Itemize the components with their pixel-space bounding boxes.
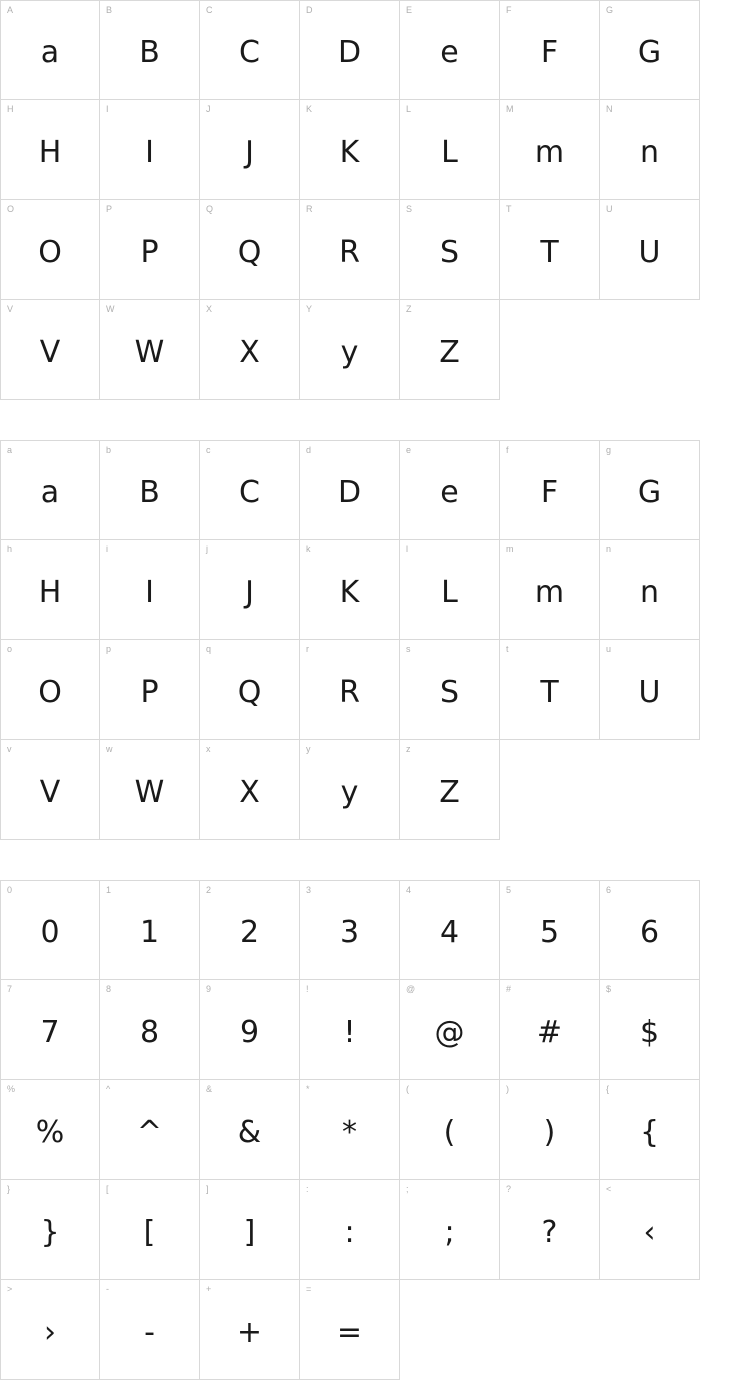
block-separator (0, 840, 740, 880)
glyph-character: ) (543, 1114, 556, 1150)
glyph-code-label: K (306, 104, 313, 114)
glyph-cell[interactable] (0, 540, 100, 640)
glyph-cell[interactable] (200, 1180, 300, 1280)
glyph-character: D (337, 475, 362, 510)
glyph-code-label: ? (506, 1184, 512, 1194)
glyph-cell[interactable] (200, 740, 300, 840)
glyph-cell[interactable] (300, 540, 400, 640)
glyph-character: y (340, 774, 359, 810)
glyph-code-label: e (406, 445, 412, 455)
glyph-code-label: Y (306, 304, 313, 314)
glyph-code-label: - (106, 1284, 109, 1294)
glyph-cell[interactable] (200, 640, 300, 740)
glyph-character: G (637, 35, 662, 70)
glyph-cell[interactable] (600, 1080, 700, 1180)
glyph-cell[interactable] (500, 100, 600, 200)
glyph-character: W (134, 334, 165, 370)
glyph-code-label: 7 (7, 984, 13, 994)
glyph-character: 2 (239, 915, 260, 950)
glyph-cell[interactable] (200, 440, 300, 540)
glyph-code-label: 9 (206, 984, 212, 994)
glyph-character: B (139, 35, 160, 70)
glyph-character: H (38, 134, 62, 170)
glyph-character: S (439, 234, 460, 270)
glyph-character: B (139, 475, 160, 510)
glyph-code-label: @ (406, 984, 416, 994)
glyph-character: n (639, 134, 659, 170)
glyph-cell[interactable] (300, 100, 400, 200)
glyph-character: 5 (539, 915, 560, 950)
glyph-cell[interactable] (600, 200, 700, 300)
glyph-character: P (140, 234, 159, 270)
glyph-cell[interactable] (500, 980, 600, 1080)
glyph-cell[interactable] (0, 1080, 100, 1180)
glyph-cell[interactable] (200, 100, 300, 200)
glyph-code-label: J (206, 104, 211, 114)
glyph-character: K (339, 574, 360, 610)
glyph-code-label: $ (606, 984, 612, 994)
glyph-character: T (540, 234, 559, 270)
glyph-character: 7 (40, 1014, 60, 1050)
glyph-code-label: I (106, 104, 109, 114)
glyph-character: H (38, 574, 62, 610)
glyph-character: ^ (136, 1114, 163, 1150)
glyph-code-label: z (406, 744, 411, 754)
glyph-character: ( (443, 1114, 456, 1150)
glyph-cell[interactable] (400, 100, 500, 200)
glyph-code-label: f (506, 445, 509, 455)
glyph-character: Q (237, 674, 262, 710)
glyph-cell[interactable] (400, 1180, 500, 1280)
glyph-cell[interactable] (500, 540, 600, 640)
glyph-character: O (38, 674, 62, 710)
glyph-code-label: = (306, 1284, 312, 1294)
glyph-character: : (344, 1214, 355, 1250)
glyph-character: ] (243, 1214, 256, 1250)
glyph-cell[interactable] (300, 300, 400, 400)
glyph-cell[interactable] (400, 0, 500, 100)
glyph-cell[interactable] (500, 200, 600, 300)
glyph-character: 4 (439, 915, 460, 950)
glyph-code-label: k (306, 544, 311, 554)
glyph-cell[interactable] (600, 1180, 700, 1280)
glyph-character: L (441, 574, 458, 610)
glyph-cell[interactable] (100, 880, 200, 980)
glyph-code-label: [ (106, 1184, 109, 1194)
glyph-cell[interactable] (200, 300, 300, 400)
glyph-character: y (340, 334, 359, 370)
glyph-code-label: } (7, 1184, 11, 1194)
glyph-cell[interactable] (300, 1280, 400, 1380)
glyph-grid-lowercase (0, 440, 700, 840)
glyph-cell[interactable] (0, 0, 100, 100)
glyph-code-label: n (606, 544, 612, 554)
glyph-code-label: u (606, 644, 612, 654)
glyph-code-label: Q (206, 204, 214, 214)
glyph-code-label: o (7, 644, 13, 654)
glyph-character: + (236, 1314, 263, 1350)
glyph-cell[interactable] (100, 1280, 200, 1380)
glyph-character: $ (639, 1014, 660, 1050)
glyph-cell[interactable] (0, 200, 100, 300)
glyph-character: e (440, 475, 459, 510)
glyph-cell[interactable] (0, 740, 100, 840)
glyph-character: 6 (639, 915, 660, 950)
glyph-grid-symbols (0, 880, 700, 1380)
glyph-code-label: 3 (306, 885, 312, 895)
glyph-cell[interactable] (100, 0, 200, 100)
glyph-cell[interactable] (200, 880, 300, 980)
glyph-code-label: 2 (206, 885, 212, 895)
glyph-code-label: 5 (506, 885, 512, 895)
glyph-cell[interactable] (300, 200, 400, 300)
glyph-cell[interactable] (100, 540, 200, 640)
glyph-code-label: 0 (7, 885, 13, 895)
glyph-cell[interactable] (100, 1080, 200, 1180)
glyph-code-label: V (7, 304, 14, 314)
glyph-character: 0 (40, 915, 60, 950)
glyph-code-label: v (7, 744, 12, 754)
glyph-character: Z (439, 774, 460, 810)
glyph-character: = (336, 1314, 363, 1350)
glyph-character: V (39, 334, 61, 370)
glyph-character: 1 (139, 915, 160, 950)
glyph-cell[interactable] (100, 200, 200, 300)
glyph-cell[interactable] (100, 100, 200, 200)
glyph-cell[interactable] (0, 640, 100, 740)
glyph-character: W (134, 774, 165, 810)
glyph-cell[interactable] (600, 980, 700, 1080)
glyph-character: Z (439, 334, 460, 370)
glyph-grid-uppercase (0, 0, 700, 400)
glyph-code-label: ) (506, 1084, 509, 1094)
glyph-cell[interactable] (200, 200, 300, 300)
glyph-character: S (439, 674, 460, 710)
glyph-character: V (39, 774, 61, 810)
glyph-cell[interactable] (200, 0, 300, 100)
glyph-character: I (145, 134, 154, 170)
glyph-cell[interactable] (200, 540, 300, 640)
glyph-cell[interactable] (600, 0, 700, 100)
glyph-code-label: 1 (106, 885, 112, 895)
glyph-code-label: Z (406, 304, 412, 314)
glyph-cell[interactable] (500, 440, 600, 540)
glyph-code-label: F (506, 5, 512, 15)
glyph-character: T (540, 674, 559, 710)
glyph-code-label: p (106, 644, 112, 654)
glyph-character: [ (143, 1214, 156, 1250)
glyph-cell[interactable] (100, 440, 200, 540)
glyph-code-label: P (106, 204, 113, 214)
glyph-cell[interactable] (300, 1080, 400, 1180)
glyph-character: - (144, 1314, 155, 1350)
glyph-character: ! (343, 1014, 356, 1050)
glyph-code-label: W (106, 304, 115, 314)
glyph-character: * (342, 1114, 357, 1150)
glyph-code-label: a (7, 445, 13, 455)
glyph-character: O (38, 234, 62, 270)
glyph-code-label: H (7, 104, 14, 114)
glyph-cell[interactable] (0, 880, 100, 980)
glyph-code-label: & (206, 1084, 213, 1094)
glyph-code-label: ] (206, 1184, 209, 1194)
glyph-cell[interactable] (0, 100, 100, 200)
glyph-code-label: > (7, 1284, 13, 1294)
glyph-character: K (339, 134, 360, 170)
glyph-character: X (239, 334, 260, 370)
glyph-cell[interactable] (300, 880, 400, 980)
glyph-character: C (239, 475, 260, 510)
glyph-cell[interactable] (300, 640, 400, 740)
glyph-cell[interactable] (300, 980, 400, 1080)
glyph-cell[interactable] (0, 440, 100, 540)
glyph-cell[interactable] (500, 880, 600, 980)
glyph-character: % (35, 1114, 65, 1150)
glyph-character: m (534, 574, 565, 610)
glyph-code-label: T (506, 204, 512, 214)
glyph-code-label: b (106, 445, 112, 455)
glyph-code-label: % (7, 1084, 16, 1094)
glyph-cell[interactable] (0, 980, 100, 1080)
glyph-cell[interactable] (600, 440, 700, 540)
glyph-code-label: r (306, 644, 309, 654)
glyph-cell[interactable] (400, 640, 500, 740)
glyph-code-label: 6 (606, 885, 612, 895)
glyph-character: P (140, 674, 159, 710)
glyph-cell[interactable] (300, 440, 400, 540)
glyph-code-label: ; (406, 1184, 409, 1194)
glyph-cell[interactable] (400, 880, 500, 980)
glyph-character: 8 (139, 1014, 160, 1050)
glyph-code-label: U (606, 204, 613, 214)
glyph-character: L (441, 134, 458, 170)
glyph-code-label: ^ (106, 1084, 111, 1094)
glyph-cell[interactable] (200, 1280, 300, 1380)
glyph-code-label: 8 (106, 984, 112, 994)
glyph-code-label: w (106, 744, 113, 754)
glyph-cell[interactable] (100, 1180, 200, 1280)
glyph-code-label: s (406, 644, 411, 654)
block-separator (0, 400, 740, 440)
glyph-cell[interactable] (100, 640, 200, 740)
glyph-character: R (339, 674, 360, 710)
glyph-cell[interactable] (600, 100, 700, 200)
glyph-cell[interactable] (100, 300, 200, 400)
glyph-code-label: m (506, 544, 514, 554)
glyph-character: ; (444, 1214, 455, 1250)
glyph-code-label: g (606, 445, 612, 455)
glyph-character: R (339, 234, 360, 270)
glyph-cell[interactable] (500, 1080, 600, 1180)
glyph-character: @ (434, 1014, 465, 1050)
glyph-code-label: B (106, 5, 113, 15)
glyph-code-label: ! (306, 984, 309, 994)
glyph-code-label: l (406, 544, 408, 554)
glyph-character: { (639, 1114, 660, 1150)
glyph-character: D (337, 35, 362, 70)
glyph-character: I (145, 574, 154, 610)
glyph-character: X (239, 774, 260, 810)
glyph-code-label: y (306, 744, 311, 754)
glyph-character: a (40, 475, 60, 510)
glyph-code-label: j (206, 544, 208, 554)
glyph-cell[interactable] (400, 200, 500, 300)
glyph-code-label: N (606, 104, 613, 114)
glyph-character: G (637, 475, 662, 510)
glyph-code-label: c (206, 445, 211, 455)
glyph-cell[interactable] (500, 640, 600, 740)
glyph-character: & (237, 1114, 262, 1150)
glyph-code-label: M (506, 104, 514, 114)
glyph-cell[interactable] (200, 1080, 300, 1180)
glyph-code-label: X (206, 304, 213, 314)
glyph-code-label: R (306, 204, 313, 214)
glyph-character: e (440, 35, 459, 70)
glyph-code-label: d (306, 445, 312, 455)
glyph-character: n (639, 574, 659, 610)
glyph-character: # (536, 1014, 563, 1050)
glyph-code-label: G (606, 5, 614, 15)
glyph-character: a (40, 35, 60, 70)
glyph-character: U (638, 674, 661, 710)
glyph-cell[interactable] (0, 1280, 100, 1380)
glyph-cell[interactable] (400, 980, 500, 1080)
glyph-code-label: 4 (406, 885, 412, 895)
glyph-cell[interactable] (0, 1180, 100, 1280)
glyph-cell[interactable] (200, 980, 300, 1080)
glyph-cell[interactable] (400, 540, 500, 640)
glyph-character: ‹ (643, 1214, 656, 1250)
glyph-character: ? (541, 1214, 558, 1250)
glyph-code-label: t (506, 644, 509, 654)
glyph-cell[interactable] (400, 740, 500, 840)
glyph-cell[interactable] (300, 1180, 400, 1280)
glyph-code-label: L (406, 104, 412, 114)
glyph-character: } (40, 1214, 60, 1250)
glyph-code-label: : (306, 1184, 309, 1194)
glyph-code-label: < (606, 1184, 612, 1194)
glyph-cell[interactable] (500, 0, 600, 100)
glyph-cell[interactable] (400, 300, 500, 400)
glyph-cell[interactable] (400, 440, 500, 540)
glyph-character: 9 (239, 1014, 260, 1050)
glyph-cell[interactable] (300, 740, 400, 840)
glyph-code-label: + (206, 1284, 212, 1294)
glyph-character: J (245, 134, 254, 170)
glyph-cell[interactable] (0, 300, 100, 400)
glyph-character: 3 (339, 915, 360, 950)
glyph-code-label: i (106, 544, 108, 554)
glyph-cell[interactable] (400, 1080, 500, 1180)
glyph-code-label: ( (406, 1084, 409, 1094)
glyph-cell[interactable] (600, 540, 700, 640)
glyph-code-label: h (7, 544, 13, 554)
glyph-code-label: * (306, 1084, 310, 1094)
glyph-character: Q (237, 234, 262, 270)
glyph-character: F (540, 35, 559, 70)
glyph-code-label: q (206, 644, 212, 654)
glyph-code-label: { (606, 1084, 610, 1094)
glyph-cell[interactable] (100, 980, 200, 1080)
glyph-code-label: E (406, 5, 413, 15)
glyph-code-label: O (7, 204, 15, 214)
glyph-cell[interactable] (600, 880, 700, 980)
glyph-character: C (239, 35, 260, 70)
glyph-code-label: D (306, 5, 313, 15)
glyph-code-label: C (206, 5, 213, 15)
glyph-cell[interactable] (600, 640, 700, 740)
glyph-code-label: A (7, 5, 14, 15)
glyph-character: › (44, 1314, 56, 1350)
glyph-code-label: # (506, 984, 512, 994)
glyph-character: m (534, 134, 565, 170)
glyph-cell[interactable] (300, 0, 400, 100)
glyph-character: J (245, 574, 254, 610)
glyph-cell[interactable] (100, 740, 200, 840)
glyph-character: U (638, 234, 661, 270)
glyph-character: F (540, 475, 559, 510)
glyph-cell[interactable] (500, 1180, 600, 1280)
glyph-code-label: x (206, 744, 211, 754)
glyph-code-label: S (406, 204, 413, 214)
